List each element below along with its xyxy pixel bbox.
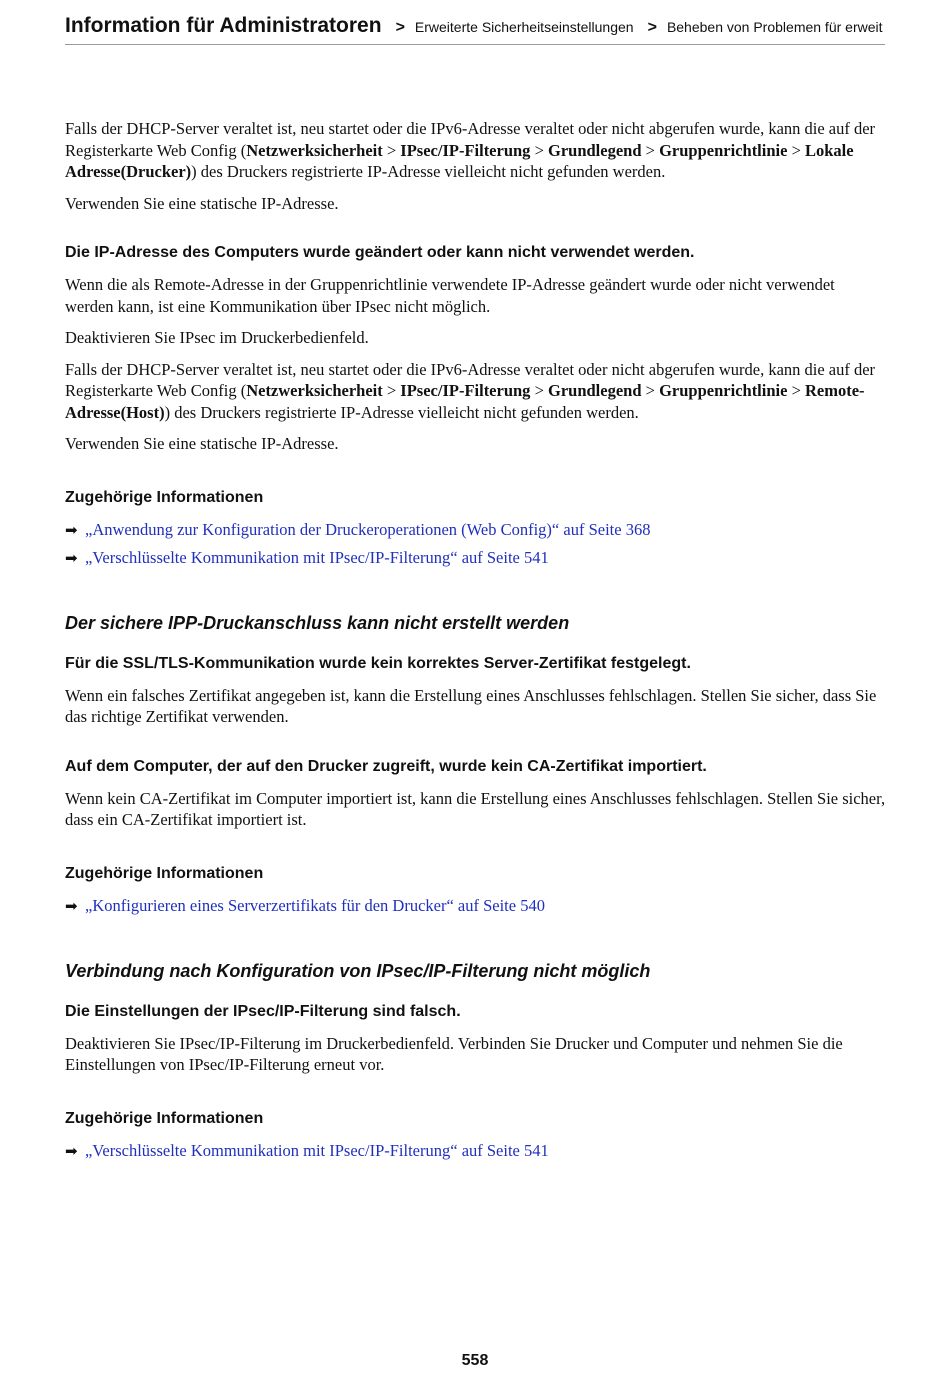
arrow-right-icon: ➡ (65, 520, 78, 539)
paragraph-remote-address: Wenn die als Remote-Adresse in der Gruppenrichtlinie verwendete IP-Adresse geändert wurde oder nicht verwendet werden kann, ist eine Kommunikation über IPsec nicht möglich. (65, 275, 835, 316)
heading-computer-ip: Die IP-Adresse des Computers wurde geändert oder kann nicht verwendet werden. (65, 244, 695, 261)
related-link (65, 547, 887, 569)
paragraph-wrong-certificate: Wenn ein falsches Zertifikat angegeben ist, kann die Erstellung eines Anschlusses fehlschlagen. Stellen Sie sicher, dass Sie das richtige Zertifikat verwenden. (65, 685, 877, 726)
paragraph-dhcp-local: Falls der DHCP-Server veraltet ist, neu startet oder die IPv6-Adresse veraltet oder nicht abgerufen wurde, kann die auf der Registerkarte Web Config (Netzwerksicherheit > IPsec/IP-Filterung > Grundlegend > Gruppenrichtlinie > Lokale Adresse(Drucker)) des Druckers registrierte IP-Adresse vielleicht nicht gefunden werden. (65, 119, 876, 181)
link-web-config[interactable]: „Anwendung zur Konfiguration der Druckeroperationen (Web Config)“ auf Seite 368 (85, 519, 651, 539)
related-info-heading: Zugehörige Informationen (65, 864, 264, 882)
breadcrumb-separator: > (647, 19, 657, 36)
paragraph-disable-ipsec: Deaktivieren Sie IPsec im Druckerbedienfeld. (65, 328, 369, 347)
paragraph-dhcp-remote: Falls der DHCP-Server veraltet ist, neu startet oder die IPv6-Adresse veraltet oder nicht abgerufen wurde, kann die auf der Registerkarte Web Config (Netzwerksicherheit > IPsec/IP-Filterung > Grundlegend > Gruppenrichtlinie > Remote-Adresse(Host)) des Druckers registrierte IP-Adresse vielleicht nicht gefunden werden. (65, 359, 876, 422)
paragraph-no-ca-certificate: Wenn kein CA-Zertifikat im Computer importiert ist, kann die Erstellung eines Anschlusses fehlschlagen. Stellen Sie sicher, dass ein CA-Zertifikat importiert ist. (65, 788, 886, 829)
related-info-heading: Zugehörige Informationen (65, 488, 264, 506)
section-title-ipp: Der sichere IPP-Druckanschluss kann nicht erstellt werden (65, 612, 570, 633)
paragraph-static-ip: Verwenden Sie eine statische IP-Adresse. (65, 193, 339, 213)
related-link (65, 1140, 887, 1162)
related-link (65, 519, 887, 541)
arrow-right-icon: ➡ (65, 896, 78, 915)
page-number: 558 (461, 1352, 489, 1369)
main-content (65, 118, 887, 1168)
breadcrumb-item-troubleshooting: Beheben von Problemen für erweit (666, 19, 883, 35)
related-link (65, 895, 887, 917)
paragraph-reconfigure-ipsec: Deaktivieren Sie IPsec/IP-Filterung im Druckerbedienfeld. Verbinden Sie Drucker und Computer und nehmen Sie die Einstellungen von IPsec/IP-Filterung erneut vor. (65, 1033, 843, 1074)
breadcrumb-item-security: Erweiterte Sicherheitseinstellungen (414, 19, 634, 35)
link-ipsec-communication[interactable]: „Verschlüsselte Kommunikation mit IPsec/IP-Filterung“ auf Seite 541 (85, 1140, 549, 1160)
heading-ipsec-settings: Die Einstellungen der IPsec/IP-Filterung sind falsch. (65, 1002, 461, 1020)
arrow-right-icon: ➡ (65, 548, 78, 567)
paragraph-static-ip: Verwenden Sie eine statische IP-Adresse. (65, 434, 339, 453)
header-title: Information für Administratoren (65, 14, 382, 37)
section-title-ipsec: Verbindung nach Konfiguration von IPsec/IP-Filterung nicht möglich (65, 960, 651, 981)
breadcrumb-separator: > (395, 19, 405, 36)
link-server-certificate[interactable]: „Konfigurieren eines Serverzertifikats für den Drucker“ auf Seite 540 (85, 895, 545, 915)
heading-ca-certificate: Auf dem Computer, der auf den Drucker zugreift, wurde kein CA-Zertifikat importiert. (65, 757, 707, 775)
arrow-right-icon: ➡ (65, 1141, 78, 1160)
heading-ssl-certificate: Für die SSL/TLS-Kommunikation wurde kein korrektes Server-Zertifikat festgelegt. (65, 654, 691, 672)
running-header (65, 10, 885, 45)
related-info-heading: Zugehörige Informationen (65, 1109, 264, 1127)
link-ipsec-communication[interactable]: „Verschlüsselte Kommunikation mit IPsec/IP-Filterung“ auf Seite 541 (85, 547, 549, 567)
